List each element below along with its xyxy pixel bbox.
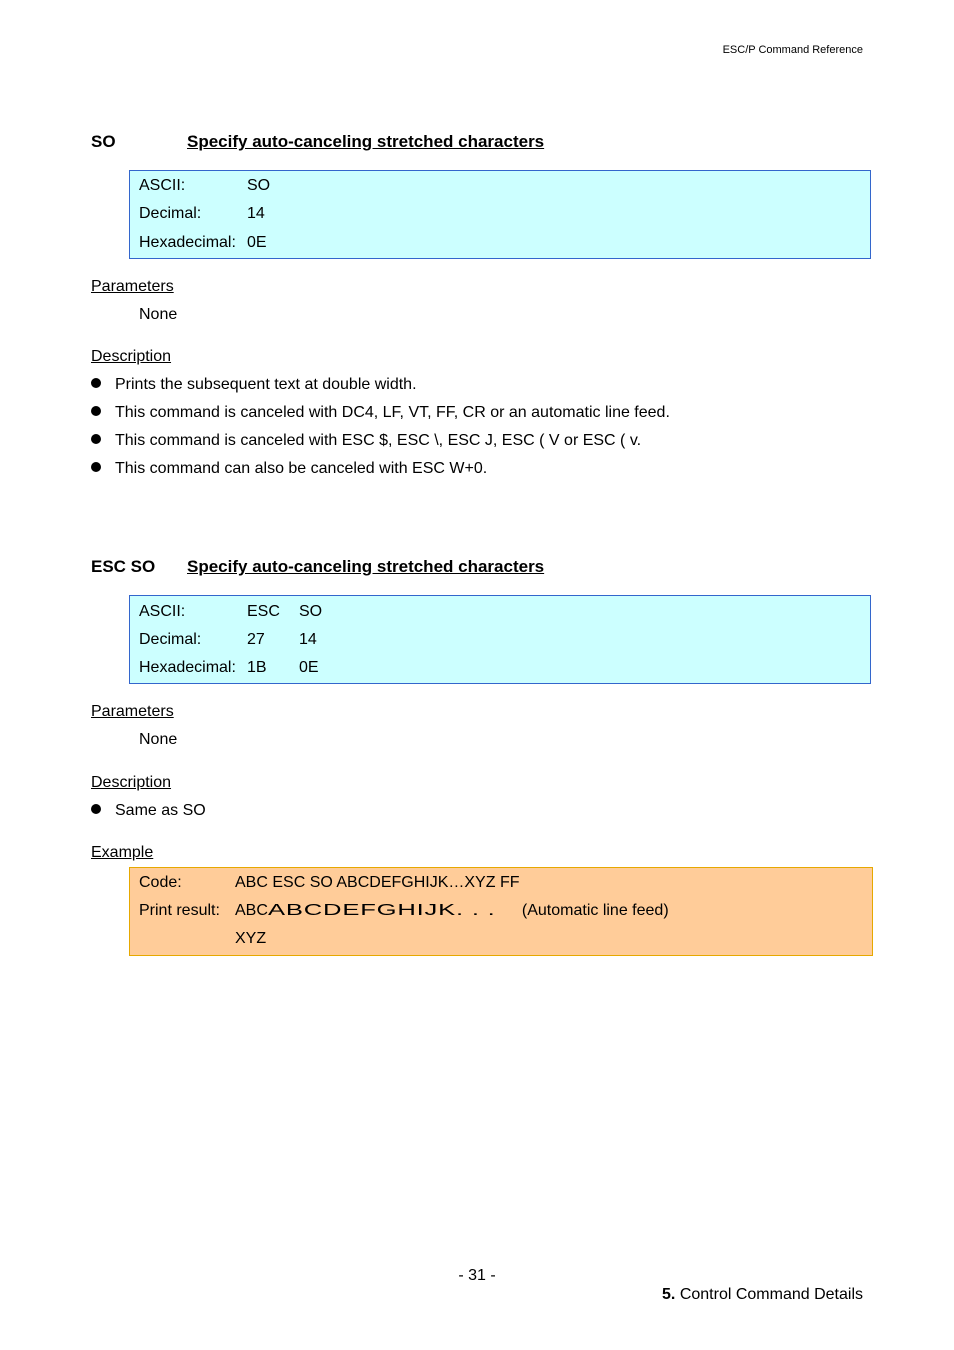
hex-label: Hexadecimal: xyxy=(139,234,236,251)
print-result-value xyxy=(235,902,669,920)
command-heading-esc-so xyxy=(91,557,544,577)
hex-label: Hexadecimal: xyxy=(139,659,236,676)
list-item: Same as SO xyxy=(91,802,206,820)
hex-value: 0E xyxy=(247,234,267,251)
bullet-icon xyxy=(91,378,101,388)
ascii-value: SO xyxy=(247,177,271,194)
hex-value: 1B xyxy=(247,659,267,676)
ascii-label: ASCII: xyxy=(139,177,186,194)
description-heading: Description xyxy=(91,774,172,791)
command-name: SO xyxy=(91,132,116,151)
print-result-line2: XYZ xyxy=(235,930,267,947)
decimal-label: Decimal: xyxy=(139,631,202,648)
decimal-value: 14 xyxy=(247,205,265,222)
code-table-so xyxy=(129,170,871,259)
code-label: Code: xyxy=(139,874,182,891)
bullet-icon xyxy=(91,804,101,814)
ascii-value: ESC xyxy=(247,603,280,620)
bullet-icon xyxy=(91,406,101,416)
result-note: (Automatic line feed) xyxy=(521,902,669,919)
decimal-value: 14 xyxy=(299,631,317,648)
command-heading-so xyxy=(91,132,544,152)
ascii-label: ASCII: xyxy=(139,603,186,620)
hex-value: 0E xyxy=(299,659,319,676)
chapter-title: Control Command Details xyxy=(679,1286,863,1303)
print-result-label: Print result: xyxy=(139,902,220,919)
decimal-label: Decimal: xyxy=(139,205,202,222)
running-header: ESC/P Command Reference xyxy=(722,44,863,56)
result-wide-text: ABCDEFGHIJK. . . xyxy=(267,902,496,919)
parameters-text: None xyxy=(139,306,178,323)
list-item: This command is canceled with ESC $, ESC \, ESC J, ESC ( V or ESC ( v. xyxy=(91,432,641,450)
decimal-value: 27 xyxy=(247,631,265,648)
parameters-text: None xyxy=(139,731,178,748)
ascii-value: SO xyxy=(299,603,323,620)
example-heading: Example xyxy=(91,844,154,861)
description-heading: Description xyxy=(91,348,172,365)
bullet-icon xyxy=(91,462,101,472)
command-title: Specify auto-canceling stretched characters xyxy=(187,557,545,576)
command-title: Specify auto-canceling stretched characters xyxy=(187,132,545,151)
chapter-footer xyxy=(662,1286,863,1304)
code-table-esc-so xyxy=(129,595,871,684)
list-item: This command is canceled with DC4, LF, VT, FF, CR or an automatic line feed. xyxy=(91,404,670,422)
parameters-heading: Parameters xyxy=(91,703,174,720)
example-box xyxy=(129,867,873,956)
result-normal-text: ABC xyxy=(235,902,268,919)
parameters-heading: Parameters xyxy=(91,278,174,295)
code-value: ABC ESC SO ABCDEFGHIJK…XYZ FF xyxy=(235,874,520,891)
bullet-icon xyxy=(91,434,101,444)
chapter-number: 5. xyxy=(662,1286,676,1303)
list-item: This command can also be canceled with ESC W+0. xyxy=(91,460,487,478)
command-name: ESC SO xyxy=(91,557,156,576)
list-item: Prints the subsequent text at double width. xyxy=(91,376,417,394)
page-number: - 31 - xyxy=(458,1267,496,1284)
